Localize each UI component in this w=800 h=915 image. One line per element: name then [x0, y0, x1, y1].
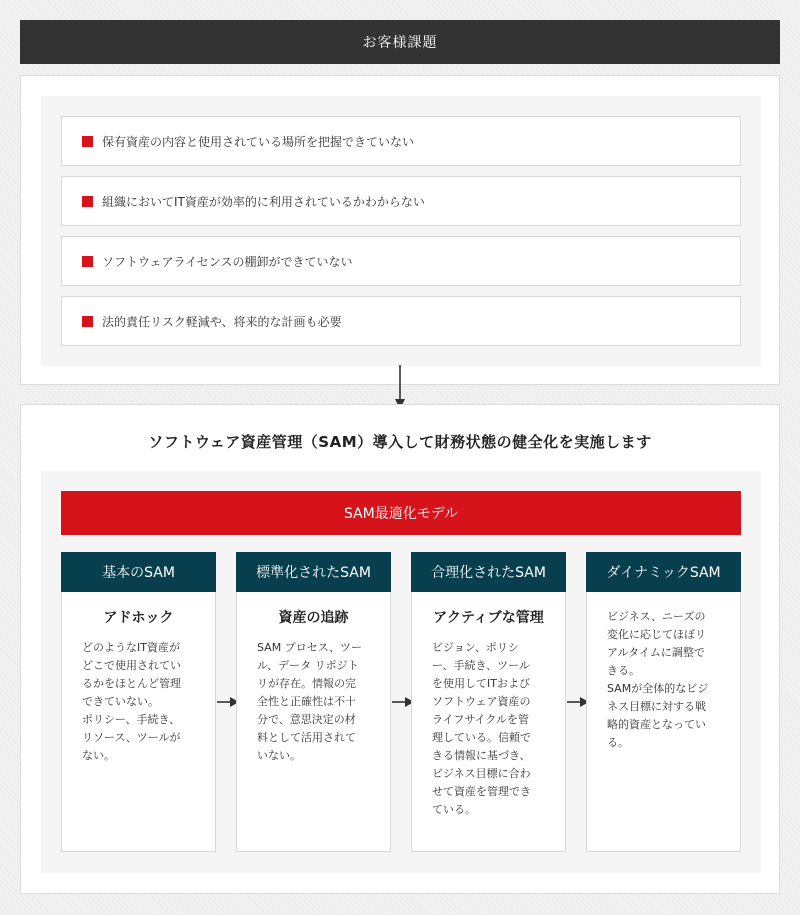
stage-header: 合理化されたSAM [411, 552, 566, 592]
solution-panel [20, 404, 780, 894]
stage-description: どのようなIT資産が どこで使用されてい るかをほとんど管理 できていない。 ポリシー、手続き、 リソース、ツールが ない。 [82, 641, 181, 762]
stage-basic [61, 552, 216, 852]
stage-header: ダイナミックSAM [586, 552, 741, 592]
red-square-icon [82, 256, 93, 267]
stage-description: ビジョン、ポリシ ー、手続き、ツール を使用してITおよび ソフトウェア資産の ライフサイクルを管 理している。信頼で きる情報に基づき、 ビジネス目標に合わ せて資産を管理でき ている。 [432, 641, 531, 816]
issue-item [61, 296, 741, 346]
issue-item [61, 116, 741, 166]
stage-header: 基本のSAM [61, 552, 216, 592]
red-square-icon [82, 196, 93, 207]
stage-description: SAM プロセス、ツー ル、データ リポジト リが存在。情報の完 全性と正確性は不十 分で、意思決定の材 料として活用されて いない。 [257, 641, 363, 762]
stage-header: 標準化されたSAM [236, 552, 391, 592]
issues-header [20, 20, 780, 64]
issue-item [61, 236, 741, 286]
stage-subtitle: アドホック [103, 610, 174, 626]
issues-header-title: お客様課題 [362, 35, 438, 51]
issue-text: 組織においてIT資産が効率的に利用されているかわからない [102, 194, 425, 209]
solution-title: ソフトウェア資産管理（SAM）導入して財務状態の健全化を実施します [148, 433, 652, 451]
issues-list [41, 96, 761, 366]
stage-standardized [236, 552, 391, 852]
stage-dynamic [586, 552, 741, 852]
stage-rationalized [411, 552, 566, 852]
issue-text: ソフトウェアライセンスの棚卸ができていない [102, 254, 353, 269]
stage-subtitle: 資産の追跡 [278, 610, 349, 626]
red-square-icon [82, 316, 93, 327]
stage-subtitle: アクティブな管理 [433, 610, 544, 626]
issue-text: 保有資産の内容と使用されている場所を把握できていない [102, 134, 415, 149]
stage-description: ビジネス、ニーズの 変化に応じてほぼリ アルタイムに調整で きる。 SAMが全体的なビジ ネス目標に対する戦 略的資産となってい る。 [607, 610, 709, 749]
issue-text: 法的責任リスク軽減や、将来的な計画も必要 [102, 314, 342, 329]
sam-model-title [61, 491, 741, 535]
sam-model-title-text: SAM最適化モデル [343, 506, 459, 522]
issues-panel [20, 75, 780, 385]
sam-model-area [41, 471, 761, 873]
issue-item [61, 176, 741, 226]
red-square-icon [82, 136, 93, 147]
